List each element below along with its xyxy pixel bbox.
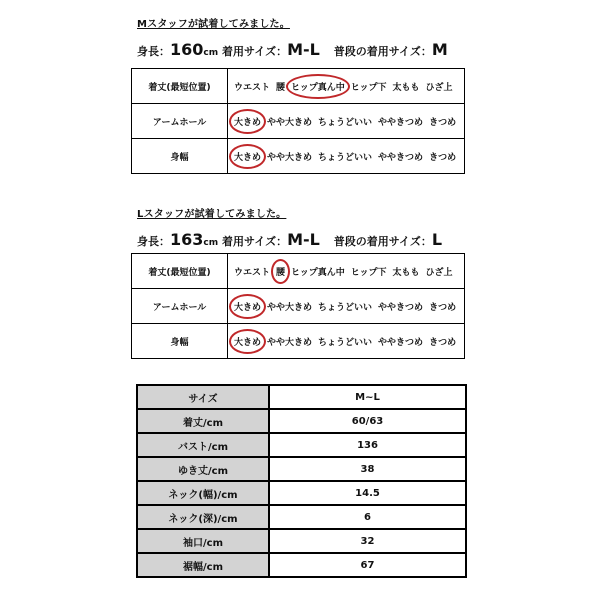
size-row (137, 457, 466, 481)
size-key: 袖口/cm (137, 529, 269, 553)
l-height-unit: cm (203, 238, 219, 248)
l-fit-row (132, 289, 465, 324)
fit-option: ヒップ真ん中 (291, 267, 345, 278)
l-usual-value: L (431, 230, 443, 249)
size-value: 6 (269, 505, 466, 529)
fit-option: ややきつめ (378, 337, 424, 348)
m-fit-row (132, 104, 465, 139)
l-wear-value: M-L (287, 230, 320, 249)
size-key: サイズ (137, 385, 269, 409)
size-row (137, 553, 466, 577)
m-wear-label: 着用サイズ： (221, 45, 288, 58)
l-height-value: 163 (170, 230, 204, 249)
l-height-label: 身長： (137, 235, 170, 248)
l-fit-table (131, 253, 465, 359)
fit-option: ややきつめ (378, 152, 424, 163)
size-table (136, 384, 467, 578)
fit-option: ちょうどいい (318, 152, 373, 163)
fit-option: ちょうどいい (318, 117, 373, 128)
l-usual-label: 普段の着用サイズ： (333, 235, 432, 248)
fit-options (228, 254, 465, 289)
fit-option: 太もも (392, 267, 420, 278)
m-staff-profile (137, 40, 448, 59)
fit-row-label: 身幅 (132, 324, 228, 359)
fit-option-selected: ヒップ真ん中 (291, 78, 345, 95)
size-key: ネック(幅)/cm (137, 481, 269, 505)
fit-row-label: 着丈(最短位置) (132, 254, 228, 289)
fit-row-label: 身幅 (132, 139, 228, 174)
fit-option: きつめ (429, 302, 457, 313)
fit-options (228, 69, 465, 104)
fit-options (228, 104, 465, 139)
fit-row-label: アームホール (132, 104, 228, 139)
m-fit-table (131, 68, 465, 174)
l-fit-row (132, 254, 465, 289)
fit-option: 太もも (392, 82, 420, 93)
fit-option: ウエスト (234, 267, 271, 278)
fit-option: きつめ (429, 337, 457, 348)
fit-option: きつめ (429, 117, 457, 128)
size-key: バスト/cm (137, 433, 269, 457)
size-key: ネック(深)/cm (137, 505, 269, 529)
fit-option: ちょうどいい (318, 302, 373, 313)
fit-option-selected: 大きめ (234, 148, 261, 165)
fit-option: ヒップ下 (350, 267, 387, 278)
fit-option: やや大きめ (267, 152, 313, 163)
fit-option-selected: 大きめ (234, 113, 261, 130)
l-staff-heading: Lスタッフが試着してみました。 (137, 209, 287, 220)
m-usual-value: M (431, 40, 448, 59)
fit-option: きつめ (429, 152, 457, 163)
fit-option-selected: 大きめ (234, 333, 261, 350)
size-key: 裾幅/cm (137, 553, 269, 577)
size-key: ゆき丈/cm (137, 457, 269, 481)
m-height-value: 160 (170, 40, 204, 59)
fit-option: ウエスト (234, 82, 271, 93)
fit-option: ちょうどいい (318, 337, 373, 348)
size-value: 60/63 (269, 409, 466, 433)
fit-option: ややきつめ (378, 117, 424, 128)
l-staff-profile (137, 230, 442, 249)
fit-option: やや大きめ (267, 302, 313, 313)
m-usual-label: 普段の着用サイズ： (333, 45, 432, 58)
fit-options (228, 139, 465, 174)
fit-option: やや大きめ (267, 337, 313, 348)
m-wear-value: M-L (287, 40, 320, 59)
fit-row-label: アームホール (132, 289, 228, 324)
size-value: 67 (269, 553, 466, 577)
size-value: 38 (269, 457, 466, 481)
fit-option: ややきつめ (378, 302, 424, 313)
size-header-row (137, 385, 466, 409)
size-value: 32 (269, 529, 466, 553)
size-row (137, 409, 466, 433)
size-value: M~L (269, 385, 466, 409)
m-staff-heading: Mスタッフが試着してみました。 (137, 19, 290, 30)
l-wear-label: 着用サイズ： (221, 235, 288, 248)
fit-row-label: 着丈(最短位置) (132, 69, 228, 104)
fit-option-selected: 腰 (276, 263, 285, 280)
fit-option-selected: 大きめ (234, 298, 261, 315)
fit-option: ひざ上 (425, 267, 453, 278)
size-row (137, 481, 466, 505)
m-height-label: 身長： (137, 45, 170, 58)
fit-options (228, 324, 465, 359)
size-value: 14.5 (269, 481, 466, 505)
fit-option: 腰 (276, 82, 286, 93)
fit-option: ヒップ下 (350, 82, 387, 93)
size-row (137, 529, 466, 553)
m-height-unit: cm (203, 48, 219, 58)
size-row (137, 433, 466, 457)
m-fit-row (132, 139, 465, 174)
fit-option: やや大きめ (267, 117, 313, 128)
fit-option: ひざ上 (425, 82, 453, 93)
size-row (137, 505, 466, 529)
size-value: 136 (269, 433, 466, 457)
fit-options (228, 289, 465, 324)
size-key: 着丈/cm (137, 409, 269, 433)
m-fit-row (132, 69, 465, 104)
l-fit-row (132, 324, 465, 359)
